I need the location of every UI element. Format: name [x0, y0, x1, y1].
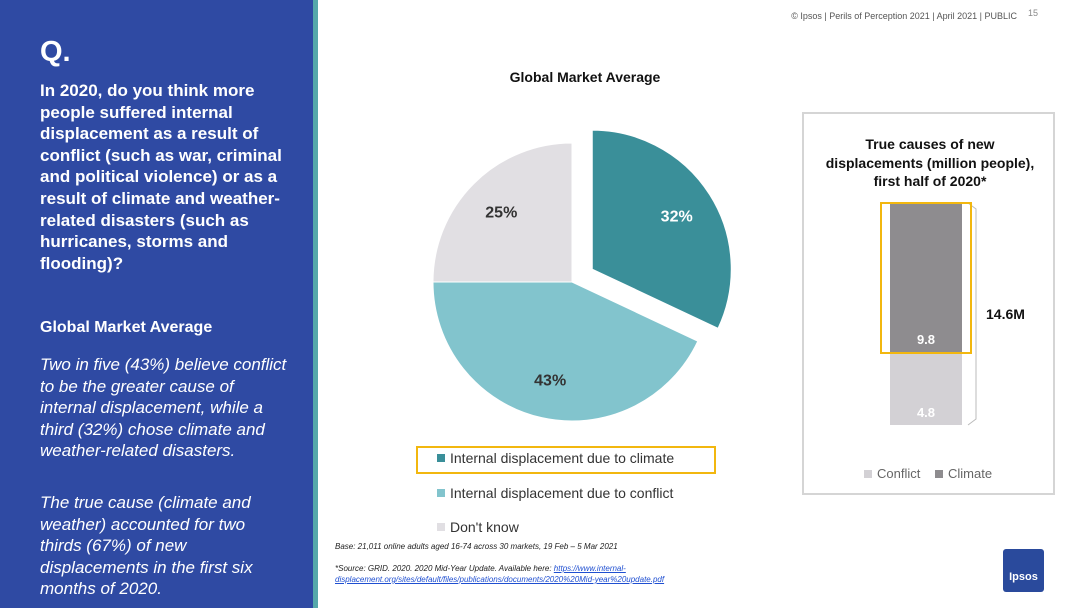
legend-item-climate [437, 450, 674, 466]
logo-text: Ipsos [1009, 571, 1038, 583]
pie-chart [420, 120, 750, 440]
legend-item-conflict [437, 485, 673, 501]
bar-label-climate: 9.8 [916, 332, 936, 348]
footnote-source [335, 563, 745, 585]
bar-legend-label-climate: Climate [948, 466, 993, 481]
pie-label-internal-displacement-due-to-climate: 32% [660, 208, 693, 226]
legend-label-dont-know: Don't know [450, 519, 519, 535]
accent-stripe [313, 0, 318, 608]
pie-chart-title: Global Market Average [509, 69, 661, 85]
legend-label-conflict: Internal displacement due to conflict [450, 485, 674, 501]
bar-label-conflict: 4.8 [916, 405, 936, 420]
bar-legend-swatch-conflict [864, 470, 872, 478]
legend-swatch-dont-know [437, 523, 445, 531]
bar-legend-label-conflict: Conflict [877, 466, 921, 481]
bar-legend-swatch-climate [935, 470, 943, 478]
source-link[interactable]: https://www.internal-displacement.org/sites/default/files/publications/documents/2020%20Mid-year%20update.pdf [335, 564, 665, 584]
legend-item-dont-know [437, 519, 519, 535]
page-number: 15 [1028, 8, 1039, 18]
legend-swatch-climate [437, 454, 445, 462]
pie-label-don-t-know: 25% [485, 204, 518, 222]
legend-swatch-conflict [437, 489, 445, 497]
summary-paragraph-1: Two in five (43%) believe conflict to be the greater cause of internal displacement, while a third (32%) chose climate and weather-related disasters. [40, 355, 287, 461]
bar-total-label: 14.6M [986, 306, 1025, 322]
ipsos-logo [1003, 549, 1044, 592]
footnote-source-text: *Source: GRID. 2020. 2020 Mid-Year Update. Available here: [335, 564, 554, 573]
bar-legend-conflict [864, 466, 920, 481]
legend-label-climate: Internal displacement due to climate [450, 450, 675, 466]
bar-chart-title: True causes of new displacements (million people), first half of 2020* [825, 136, 1035, 189]
q-letter: Q. [40, 36, 71, 68]
header-meta: © Ipsos | Perils of Perception 2021 | April 2021 | PUBLIC [791, 11, 1017, 21]
bar-highlight-box [880, 202, 972, 354]
section-heading: Global Market Average [40, 319, 213, 336]
pie-slice-internal-displacement-due-to-climate [592, 130, 731, 328]
bar-legend-climate [935, 466, 992, 481]
summary-paragraph-2: The true cause (climate and weather) accounted for two thirds (67%) of new displacements in the first six months of 2020. [40, 493, 253, 599]
question-text: In 2020, do you think more people suffered internal displacement as a result of conflict (such as war, criminal and political violence) or as a result of climate and weather-related disasters (such as hurricanes, storms and flooding)? [40, 81, 282, 273]
pie-slice-internal-displacement-due-to-conflict [433, 282, 698, 421]
pie-label-internal-displacement-due-to-conflict: 43% [534, 372, 567, 390]
footnote-base: Base: 21,011 online adults aged 16-74 across 30 markets, 19 Feb – 5 Mar 2021 [335, 542, 618, 551]
left-panel [0, 0, 313, 608]
